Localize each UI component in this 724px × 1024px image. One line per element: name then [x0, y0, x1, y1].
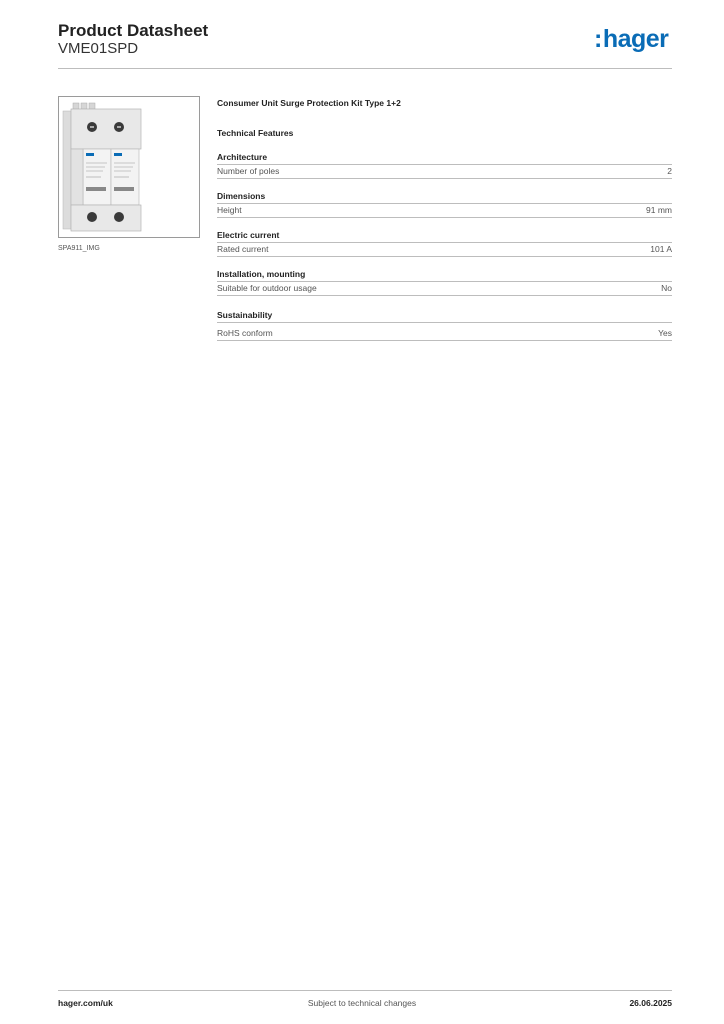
section-title: Architecture	[217, 151, 672, 165]
product-image	[58, 96, 200, 238]
section-installation	[217, 268, 672, 296]
footer-note: Subject to technical changes	[307, 998, 417, 1008]
header-divider	[58, 68, 672, 69]
features-heading: Technical Features	[217, 128, 294, 138]
row-label: Number of poles	[217, 166, 280, 176]
footer-divider	[58, 990, 672, 991]
page-title: Product Datasheet	[58, 21, 209, 40]
surge-protector-illustration	[59, 97, 199, 237]
row-value: 101 A	[650, 244, 672, 254]
row-value: Yes	[658, 328, 672, 338]
section-electric-current	[217, 229, 672, 257]
datasheet-content	[217, 96, 672, 341]
section-dimensions	[217, 190, 672, 218]
section-title: Sustainability	[217, 309, 672, 323]
row-label: Suitable for outdoor usage	[217, 283, 317, 293]
logo-text: hager	[602, 25, 669, 53]
table-row	[217, 282, 672, 296]
row-label: Rated current	[217, 244, 269, 254]
row-label: RoHS conform	[217, 328, 273, 338]
section-architecture	[217, 151, 672, 179]
table-row	[217, 243, 672, 257]
row-label: Height	[217, 205, 242, 215]
table-row	[217, 204, 672, 218]
footer-website-link[interactable]: hager.com/uk	[58, 998, 113, 1008]
table-row	[217, 327, 672, 341]
hager-logo	[594, 27, 668, 52]
footer-date: 26.06.2025	[629, 998, 672, 1008]
product-code: VME01SPD	[58, 40, 139, 57]
image-caption: SPA911_IMG	[58, 245, 100, 252]
row-value: 2	[667, 166, 672, 176]
row-value: 91 mm	[646, 205, 672, 215]
logo-colon: :	[594, 25, 602, 53]
table-row	[217, 165, 672, 179]
section-title: Installation, mounting	[217, 268, 672, 282]
section-title: Dimensions	[217, 190, 672, 204]
row-value: No	[661, 283, 672, 293]
section-sustainability	[217, 309, 672, 341]
product-name: Consumer Unit Surge Protection Kit Type 1+2	[217, 98, 401, 108]
section-title: Electric current	[217, 229, 672, 243]
